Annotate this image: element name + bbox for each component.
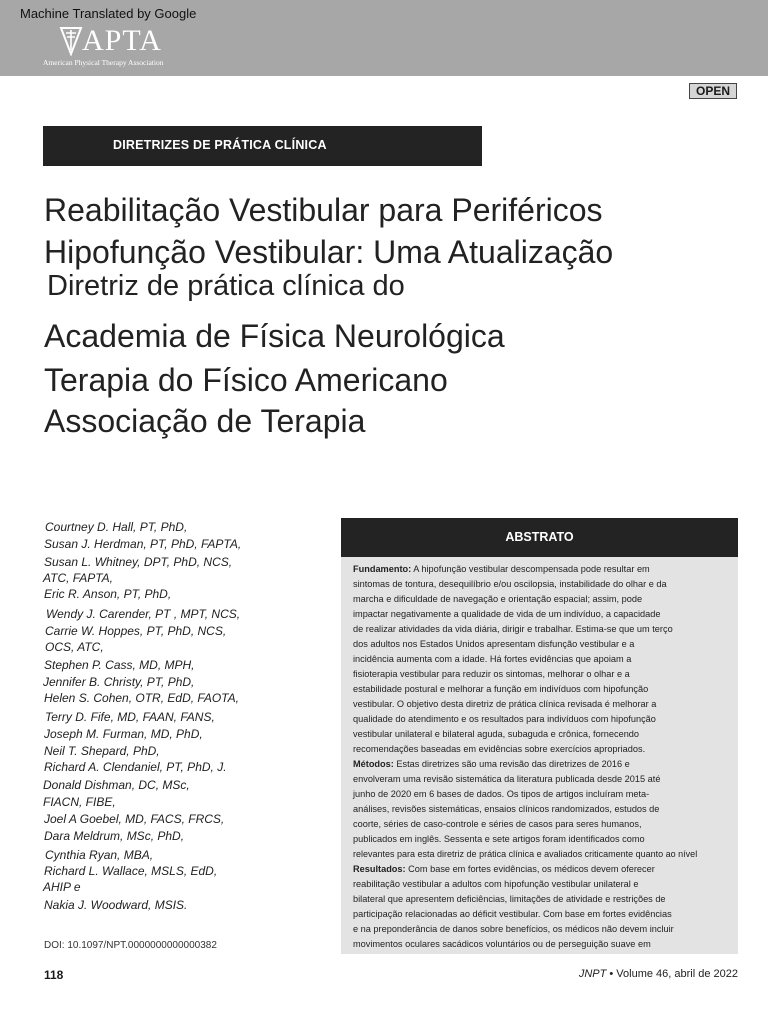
title-line-5: Terapia do Físico Americano bbox=[44, 362, 448, 398]
author-line: Nakia J. Woodward, MSIS. bbox=[44, 898, 188, 912]
abstract-line: publicados em inglês. Sessenta e sete artigos foram identificados como bbox=[353, 834, 645, 844]
abstract-line: reabilitação vestibular a adultos com hipofunção vestibular unilateral e bbox=[353, 879, 639, 889]
logo-subtitle: American Physical Therapy Association bbox=[43, 58, 164, 67]
abstract-line: marcha e dificuldade de navegação e orientação espacial; assim, pode bbox=[353, 594, 643, 604]
abstract-line: análises, revisões sistemáticas, ensaios clínicos randomizados, estudos de bbox=[353, 804, 660, 814]
abstract-line: vestibular unilateral e bilateral aguda, subaguda e crônica, fornecendo bbox=[353, 729, 640, 739]
author-line: Eric R. Anson, PT, PhD, bbox=[44, 587, 172, 601]
author-line: Richard A. Clendaniel, PT, PhD, J. bbox=[44, 760, 227, 774]
author-line: Donald Dishman, DC, MSc, bbox=[43, 778, 190, 792]
abstract-line: fisioterapia vestibular para reduzir os sintomas, melhorar o olhar e a bbox=[353, 669, 630, 679]
author-line: Carrie W. Hoppes, PT, PhD, NCS, bbox=[45, 624, 227, 638]
author-line: Cynthia Ryan, MBA, bbox=[45, 848, 154, 862]
author-line: Neil T. Shepard, PhD, bbox=[44, 744, 160, 758]
author-line: Susan J. Herdman, PT, PhD, FAPTA, bbox=[44, 537, 242, 551]
abstract-line: incidência aumenta com a idade. Há fortes evidências que apoiam a bbox=[353, 654, 632, 664]
fundamento-label: Fundamento: bbox=[353, 564, 412, 574]
abstract-line: estabilidade postural e melhorar a função em indivíduos com hipofunção bbox=[353, 684, 649, 694]
abstract-line: coorte, séries de caso-controle e séries de casos para seres humanos, bbox=[353, 819, 642, 829]
abstract-line: participação relacionadas ao déficit vestibular. Com base em fortes evidências bbox=[353, 909, 672, 919]
author-line: Helen S. Cohen, OTR, EdD, FAOTA, bbox=[44, 691, 239, 705]
abstract-line: impactar negativamente a qualidade de vida de um indivíduo, a capacidade bbox=[353, 609, 661, 619]
title-line-1: Reabilitação Vestibular para Periféricos bbox=[44, 192, 603, 228]
author-line: Joseph M. Furman, MD, PhD, bbox=[44, 727, 203, 741]
journal-volume: • Volume 46, abril de 2022 bbox=[606, 968, 738, 980]
abstract-line: envolveram uma revisão sistemática da literatura publicada desde 2015 até bbox=[353, 774, 661, 784]
title-line-3: Diretriz de prática clínica do bbox=[47, 270, 405, 302]
author-line: Jennifer B. Christy, PT, PhD, bbox=[43, 675, 195, 689]
doi: DOI: 10.1097/NPT.0000000000000382 bbox=[44, 940, 217, 951]
apta-emblem-icon bbox=[58, 26, 84, 56]
abstract-line: sintomas de tontura, desequilíbrio e/ou oscilopsia, instabilidade do olhar e da bbox=[353, 579, 667, 589]
abstract-line: bilateral que apresentem deficiências, limitações de atividade e restrições de bbox=[353, 894, 666, 904]
logo-text: APTA bbox=[82, 24, 162, 57]
abstract-line: qualidade do atendimento e os resultados para indivíduos com hipofunção bbox=[353, 714, 656, 724]
title-line-6: Associação de Terapia bbox=[44, 403, 366, 439]
author-line: Richard L. Wallace, MSLS, EdD, bbox=[44, 864, 218, 878]
title-line-2: Hipofunção Vestibular: Uma Atualização bbox=[44, 234, 614, 270]
journal-name: JNPT bbox=[578, 968, 607, 980]
abstract-box bbox=[341, 518, 738, 954]
author-line: AHIP e bbox=[43, 880, 81, 894]
section-label: DIRETRIZES DE PRÁTICA CLÍNICA bbox=[113, 138, 327, 152]
author-line: Stephen P. Cass, MD, MPH, bbox=[44, 658, 195, 672]
author-line: Terry D. Fife, MD, FAAN, FANS, bbox=[45, 710, 215, 724]
abstract-line: dos adultos nos Estados Unidos apresentam disfunção vestibular e a bbox=[353, 639, 635, 649]
author-line: Joel A Goebel, MD, FACS, FRCS, bbox=[44, 812, 225, 826]
abstract-line: Métodos: Estas diretrizes são uma revisão das diretrizes de 2016 e bbox=[353, 759, 630, 769]
machine-translated-label: Machine Translated by Google bbox=[20, 6, 197, 21]
abstract-line: recomendações baseadas em evidências sobre exercícios apropriados. bbox=[353, 744, 646, 754]
abstract-line: movimentos oculares sacádicos voluntários ou de perseguição suave em bbox=[353, 939, 651, 949]
author-line: FIACN, FIBE, bbox=[43, 795, 116, 809]
top-banner bbox=[0, 0, 768, 76]
author-line: Courtney D. Hall, PT, PhD, bbox=[45, 520, 188, 534]
metodos-label: Métodos: bbox=[353, 759, 394, 769]
journal-info bbox=[579, 968, 738, 980]
page-number: 118 bbox=[44, 968, 64, 982]
abstract-line: junho de 2020 em 6 bases de dados. Os tipos de artigos incluíram meta- bbox=[353, 789, 650, 799]
abstract-line: vestibular. O objetivo desta diretriz de prática clínica revisada é melhorar a bbox=[353, 699, 657, 709]
open-access-badge: OPEN bbox=[689, 83, 737, 99]
abstract-line: Resultados: Com base em fortes evidências, os médicos devem oferecer bbox=[353, 864, 655, 874]
abstract-line: Fundamento: A hipofunção vestibular descompensada pode resultar em bbox=[353, 564, 650, 574]
abstract-line: relevantes para esta diretriz de prática clínica e avaliados criticamente quanto ao nível bbox=[353, 849, 698, 859]
author-line: Wendy J. Carender, PT , MPT, NCS, bbox=[46, 607, 241, 621]
abstract-heading: ABSTRATO bbox=[341, 518, 738, 557]
author-line: OCS, ATC, bbox=[45, 640, 104, 654]
abstract-line: e na preponderância de danos sobre benefícios, os médicos não devem incluir bbox=[353, 924, 674, 934]
section-label-bar bbox=[43, 126, 482, 166]
author-line: Dara Meldrum, MSc, PhD, bbox=[44, 829, 185, 843]
author-line: ATC, FAPTA, bbox=[43, 571, 114, 585]
resultados-label: Resultados: bbox=[353, 864, 406, 874]
abstract-line: de realizar atividades da vida diária, dirigir e trabalhar. Estima-se que um terço bbox=[353, 624, 673, 634]
title-line-4: Academia de Física Neurológica bbox=[44, 318, 505, 354]
author-line: Susan L. Whitney, DPT, PhD, NCS, bbox=[44, 555, 233, 569]
